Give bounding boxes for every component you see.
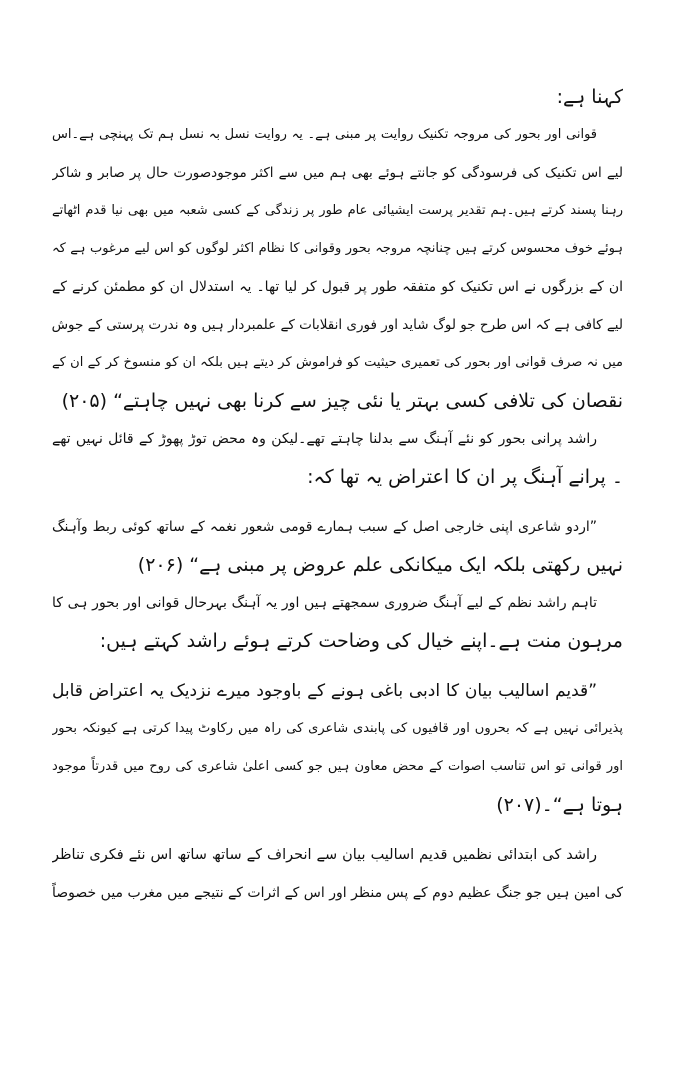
quote-line: ہوتا ہے“۔(۲۰۷) (496, 794, 623, 816)
text-line: لیے اس تکنیک کی فرسودگی کو جانتے ہوئے بھی ہم میں سے اکثر موجودصورت حال پر صابر و شاکر (52, 165, 623, 181)
quote-line: ”قدیم اسالیب بیان کا ادبی باغی ہونے کے باوجود میرے نزدیک یہ اعتراض قابل (52, 681, 597, 701)
text-line: رہنا پسند کرتے ہیں۔ہم تقدیر پرست ایشیائی عام طور پر زندگی کے کسی شعبہ میں بھی نیا قدم اٹھاتے (52, 203, 623, 218)
text-line: ان کے بزرگوں نے اس تکنیک کو متفقہ طور پر قبول کر لیا تھا۔ یہ استدلال ان کو مطمئن کرنے کے (52, 279, 623, 295)
text-line: راشد کی ابتدائی نظمیں قدیم اسالیب بیان سے انحراف کے ساتھ ساتھ اس نئے فکری تناظر (52, 847, 597, 863)
text-line: ۔ پرانے آہنگ پر ان کا اعتراض یہ تھا کہ: (307, 466, 623, 488)
text-line: کہنا ہے: (556, 86, 623, 108)
quote-line: نہیں رکھتی بلکہ ایک میکانکی علم عروض پر مبنی ہے“ (۲۰۶) (137, 554, 623, 576)
text-line: قوانی اور بحور کی مروجہ تکنیک روایت پر مبنی ہے۔ یہ روایت نسل بہ نسل ہم تک پہنچی ہے۔اس (52, 127, 597, 142)
text-line: لیے کافی ہے کہ اس طرح جو لوگ شاید اور فوری انقلابات کے علمبردار ہیں وہ ندرت پرستی کے جوش (52, 317, 623, 333)
text-line: مرہون منت ہے۔اپنے خیال کی وضاحت کرتے ہوئے راشد کہتے ہیں: (99, 630, 623, 652)
quote-line: ”اردو شاعری اپنی خارجی اصل کے سبب ہمارے قومی شعور نغمہ کے ساتھ کوئی ربط وآہنگ (52, 519, 597, 535)
quote-line: پذیرائی نہیں ہے کہ بحروں اور قافیوں کی پابندی شاعری کی راہ میں رکاوٹ پیدا کرتی ہے کیونکہ بحور (52, 721, 623, 736)
text-line: راشد پرانی بحور کو نئے آہنگ سے بدلنا چاہتے تھے۔لیکن وہ محض توڑ پھوڑ کے قائل نہیں تھے (52, 431, 597, 447)
text-line: میں نہ صرف قوانی اور بحور کی تعمیری حیثیت کو فراموش کر دیتے ہیں بلکہ ان کو منسوخ کر کے ان کے (52, 355, 623, 370)
quote-line: اور قوانی تو اس تناسب اصوات کے محض معاون ہیں جو کسی اعلیٰ شاعری کی روح میں قدرتاً موجود (52, 759, 623, 774)
text-line: نقصان کی تلافی کسی بہتر یا نئی چیز سے کرنا بھی نہیں چاہتے“ (۲۰۵) (61, 390, 623, 412)
text-line: کی امین ہیں جو جنگ عظیم دوم کے پس منظر اور اس کے اثرات کے نتیجے میں مغرب میں خصوصاً (52, 885, 623, 901)
text-line: ہوئے خوف محسوس کرتے ہیں چنانچہ مروجہ بحور وقوانی کا نظام اکثر لوگوں کو اس لیے مرغوب ہے کہ (52, 241, 623, 256)
text-line: تاہم راشد نظم کے لیے آہنگ ضروری سمجھتے ہیں اور یہ آہنگ بہرحال قوانی اور بحور ہی کا (52, 595, 597, 611)
